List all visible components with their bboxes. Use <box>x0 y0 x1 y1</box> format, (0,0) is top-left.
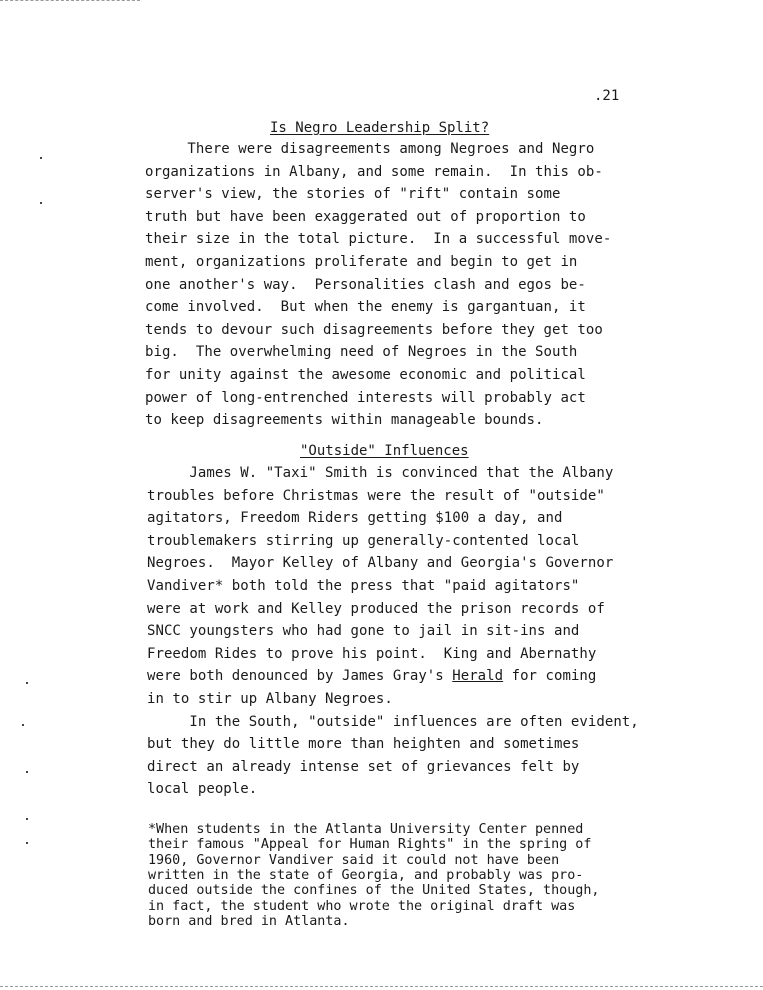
scan-edge-bottom <box>0 986 763 987</box>
text-line: to keep disagreements within manageable bounds. <box>145 412 544 429</box>
text-line: were at work and Kelley produced the prison records of <box>147 600 605 617</box>
text-line: for unity against the awesome economic and political <box>145 367 586 383</box>
text-line-herald <box>147 668 596 684</box>
text-line: James W. "Taxi" Smith is convinced that the Albany <box>147 465 614 481</box>
text-segment: were both denounced by James Gray's <box>147 668 453 685</box>
page-number: .21 <box>594 88 620 104</box>
text-line: troubles before Christmas were the result of "outside" <box>147 487 605 504</box>
footnote-line: their famous "Appeal for Human Rights" in the spring of <box>148 837 592 853</box>
scan-mark <box>40 202 42 204</box>
scan-mark <box>26 818 28 820</box>
text-line: big. The overwhelming need of Negroes in the South <box>145 344 578 361</box>
text-line: local people. <box>147 781 258 798</box>
scan-mark <box>26 682 28 684</box>
footnote-line: written in the state of Georgia, and probably was pro- <box>148 867 584 883</box>
scan-edge-top <box>0 0 140 1</box>
text-line: Freedom Rides to prove his point. King and Abernathy <box>147 645 597 662</box>
text-line: There were disagreements among Negroes and Negro <box>145 141 595 157</box>
text-line: truth but have been exaggerated out of proportion to <box>145 208 586 225</box>
text-line: but they do little more than heighten and sometimes <box>147 736 580 753</box>
text-line: agitators, Freedom Riders getting $100 a day, and <box>147 510 563 527</box>
text-line: come involved. But when the enemy is gargantuan, it <box>145 299 586 316</box>
section-heading-outside-influences: "Outside" Influences <box>300 443 469 459</box>
text-line: troublemakers stirring up generally-contented local <box>147 532 580 549</box>
section-heading-leadership: Is Negro Leadership Split? <box>270 120 490 136</box>
footnote-line: in fact, the student who wrote the original draft was <box>148 898 576 914</box>
text-line: power of long-entrenched interests will probably act <box>145 389 586 406</box>
text-line: tends to devour such disagreements before they get too <box>145 321 603 338</box>
footnote-line: duced outside the confines of the United States, though, <box>148 883 600 899</box>
text-line: their size in the total picture. In a successful move- <box>145 231 612 248</box>
text-line: direct an already intense set of grievances felt by <box>147 758 580 775</box>
footnote-line: *When students in the Atlanta University Center penned <box>148 822 584 837</box>
text-line: ment, organizations proliferate and begin to get in <box>145 254 578 270</box>
scan-mark <box>26 771 28 773</box>
text-line: in to stir up Albany Negroes. <box>147 691 393 707</box>
text-line: server's view, the stories of "rift" contain some <box>145 186 561 203</box>
footnote-line: 1960, Governor Vandiver said it could not have been <box>148 852 560 868</box>
text-line: Vandiver* both told the press that "paid agitators" <box>147 578 580 594</box>
newspaper-title-herald: Herald <box>452 668 504 685</box>
footnote-line: born and bred in Atlanta. <box>148 913 350 929</box>
scan-mark <box>40 157 42 159</box>
text-line: Negroes. Mayor Kelley of Albany and Georgia's Governor <box>147 555 614 572</box>
text-line: one another's way. Personalities clash and egos be- <box>145 276 586 293</box>
scan-mark <box>22 724 24 726</box>
text-line: SNCC youngsters who had gone to jail in sit-ins and <box>147 623 580 640</box>
scan-mark <box>26 842 28 844</box>
text-line: In the South, "outside" influences are often evident, <box>147 713 639 730</box>
text-segment: for coming <box>503 668 597 685</box>
text-line: organizations in Albany, and some remain. In this ob- <box>145 163 603 180</box>
